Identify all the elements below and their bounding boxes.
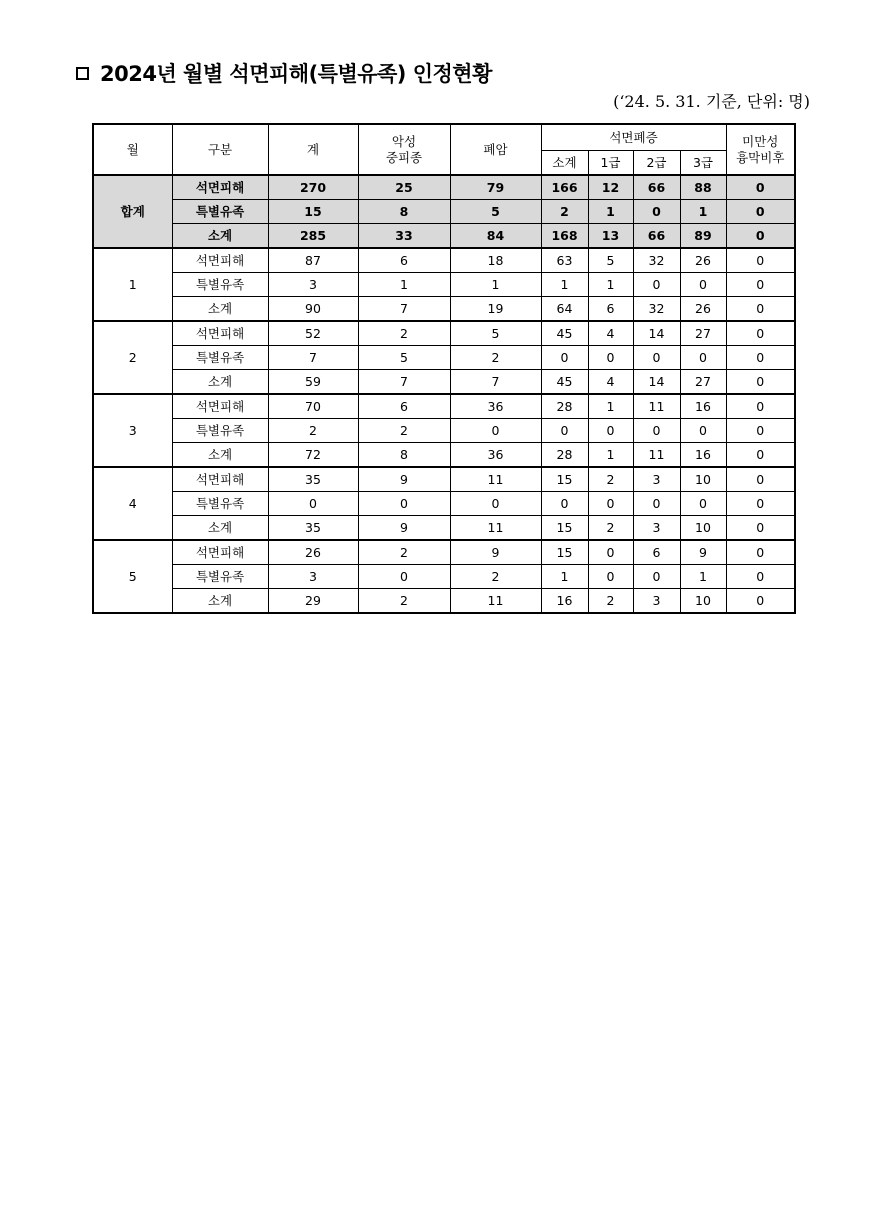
- table-cell: 11: [450, 467, 541, 492]
- table-cell: 0: [726, 565, 795, 589]
- table-cell: 0: [588, 492, 633, 516]
- table-cell: 0: [726, 492, 795, 516]
- total-group: [93, 175, 795, 248]
- page-title: 2024년 월별 석면피해(특별유족) 인정현황: [100, 62, 492, 86]
- table-cell: 35: [268, 467, 358, 492]
- table-cell: 0: [588, 565, 633, 589]
- row-type: 석면피해: [172, 248, 268, 273]
- table-cell: 0: [358, 565, 450, 589]
- table-cell: 15: [541, 540, 588, 565]
- row-type: 특별유족: [172, 200, 268, 224]
- table-cell: 16: [680, 394, 726, 419]
- header-month: 월: [93, 124, 172, 175]
- table-cell: 6: [633, 540, 680, 565]
- row-type: 특별유족: [172, 273, 268, 297]
- table-cell: 66: [633, 175, 680, 200]
- row-type: 소계: [172, 589, 268, 614]
- table-cell: 2: [358, 419, 450, 443]
- table-cell: 36: [450, 443, 541, 468]
- table-cell: 84: [450, 224, 541, 249]
- table-cell: 2: [268, 419, 358, 443]
- table-cell: 1: [588, 394, 633, 419]
- table-cell: 0: [633, 565, 680, 589]
- table-row: [93, 346, 795, 370]
- table-cell: 88: [680, 175, 726, 200]
- table-cell: 0: [726, 273, 795, 297]
- table-cell: 16: [541, 589, 588, 614]
- table-cell: 0: [680, 419, 726, 443]
- table-cell: 0: [588, 346, 633, 370]
- month-label: 3: [93, 394, 172, 467]
- monthly-recognition-table: [92, 123, 796, 614]
- table-cell: 0: [680, 273, 726, 297]
- table-cell: 0: [680, 492, 726, 516]
- header-pleural-line2: 흉막비후: [736, 149, 785, 165]
- table-cell: 0: [726, 346, 795, 370]
- table-cell: 2: [588, 467, 633, 492]
- table-cell: 0: [633, 273, 680, 297]
- table-cell: 27: [680, 370, 726, 395]
- table-cell: 0: [541, 346, 588, 370]
- table-cell: 0: [726, 467, 795, 492]
- table-cell: 2: [541, 200, 588, 224]
- table-cell: 0: [680, 346, 726, 370]
- header-mesothelioma: [358, 124, 450, 175]
- table-cell: 11: [450, 589, 541, 614]
- table-cell: 14: [633, 370, 680, 395]
- month-group: [93, 248, 795, 321]
- row-type: 소계: [172, 297, 268, 322]
- table-cell: 9: [358, 467, 450, 492]
- table-row: [93, 394, 795, 419]
- table-cell: 59: [268, 370, 358, 395]
- table-cell: 32: [633, 297, 680, 322]
- table-cell: 0: [588, 419, 633, 443]
- table-cell: 0: [450, 492, 541, 516]
- table-row: [93, 492, 795, 516]
- table-cell: 15: [268, 200, 358, 224]
- table-cell: 6: [358, 248, 450, 273]
- table-cell: 7: [358, 370, 450, 395]
- table-cell: 0: [541, 492, 588, 516]
- table-cell: 166: [541, 175, 588, 200]
- row-type: 석면피해: [172, 175, 268, 200]
- table-row: [93, 248, 795, 273]
- table-cell: 15: [541, 516, 588, 541]
- header-pleural-line1: 미만성: [742, 133, 779, 149]
- table-cell: 270: [268, 175, 358, 200]
- table-cell: 10: [680, 467, 726, 492]
- table-cell: 32: [633, 248, 680, 273]
- table-cell: 33: [358, 224, 450, 249]
- table-cell: 6: [588, 297, 633, 322]
- table-cell: 7: [450, 370, 541, 395]
- row-type: 석면피해: [172, 321, 268, 346]
- table-row: [93, 175, 795, 200]
- table-cell: 0: [450, 419, 541, 443]
- table-cell: 27: [680, 321, 726, 346]
- month-label: 2: [93, 321, 172, 394]
- table-row: [93, 321, 795, 346]
- row-type: 소계: [172, 224, 268, 249]
- table-cell: 15: [541, 467, 588, 492]
- table-cell: 0: [633, 492, 680, 516]
- row-type: 소계: [172, 516, 268, 541]
- row-type: 석면피해: [172, 394, 268, 419]
- month-label: 5: [93, 540, 172, 613]
- table-cell: 4: [588, 370, 633, 395]
- table-cell: 1: [588, 443, 633, 468]
- month-group: [93, 321, 795, 394]
- table-cell: 11: [450, 516, 541, 541]
- table-cell: 52: [268, 321, 358, 346]
- table-cell: 0: [268, 492, 358, 516]
- table-cell: 0: [633, 200, 680, 224]
- table-cell: 0: [633, 346, 680, 370]
- table-cell: 13: [588, 224, 633, 249]
- unit-note: (‘24. 5. 31. 기준, 단위: 명): [613, 92, 810, 111]
- table-cell: 0: [633, 419, 680, 443]
- row-type: 소계: [172, 370, 268, 395]
- header-grade-2: 2급: [633, 151, 680, 176]
- table-cell: 3: [633, 589, 680, 614]
- table-row: [93, 443, 795, 468]
- table-cell: 19: [450, 297, 541, 322]
- table-cell: 28: [541, 394, 588, 419]
- total-label: 합계: [93, 175, 172, 248]
- table-cell: 8: [358, 443, 450, 468]
- table-cell: 0: [726, 175, 795, 200]
- table-cell: 45: [541, 321, 588, 346]
- header-asbestosis-subtotal: 소계: [541, 151, 588, 176]
- table-cell: 0: [726, 248, 795, 273]
- table-cell: 3: [268, 273, 358, 297]
- table-row: [93, 565, 795, 589]
- table-cell: 36: [450, 394, 541, 419]
- table-cell: 28: [541, 443, 588, 468]
- table-cell: 4: [588, 321, 633, 346]
- table-cell: 26: [268, 540, 358, 565]
- table-cell: 168: [541, 224, 588, 249]
- table-cell: 12: [588, 175, 633, 200]
- table-cell: 1: [680, 200, 726, 224]
- table-cell: 1: [358, 273, 450, 297]
- row-type: 소계: [172, 443, 268, 468]
- table-cell: 1: [588, 200, 633, 224]
- table-header: [93, 124, 795, 175]
- header-lung-cancer: 폐암: [450, 124, 541, 175]
- table-cell: 0: [726, 540, 795, 565]
- table-cell: 0: [726, 224, 795, 249]
- header-type: 구분: [172, 124, 268, 175]
- table-row: [93, 370, 795, 395]
- row-type: 특별유족: [172, 492, 268, 516]
- table-cell: 8: [358, 200, 450, 224]
- month-group: [93, 394, 795, 467]
- table-cell: 10: [680, 589, 726, 614]
- table-cell: 7: [268, 346, 358, 370]
- table-cell: 45: [541, 370, 588, 395]
- table-cell: 6: [358, 394, 450, 419]
- header-grade-3: 3급: [680, 151, 726, 176]
- table-cell: 63: [541, 248, 588, 273]
- month-label: 4: [93, 467, 172, 540]
- table-cell: 0: [726, 589, 795, 614]
- table-row: [93, 200, 795, 224]
- checkbox-bullet-icon: [76, 67, 89, 80]
- header-pleural-thickening: [726, 124, 795, 175]
- table-row: [93, 516, 795, 541]
- table-cell: 16: [680, 443, 726, 468]
- table-cell: 5: [450, 200, 541, 224]
- header-mesothelioma-line2: 중피종: [385, 149, 423, 165]
- table-cell: 1: [541, 273, 588, 297]
- table-cell: 0: [726, 516, 795, 541]
- table-cell: 0: [588, 540, 633, 565]
- table-cell: 9: [450, 540, 541, 565]
- table-cell: 2: [358, 589, 450, 614]
- table-cell: 9: [358, 516, 450, 541]
- table-cell: 87: [268, 248, 358, 273]
- header-mesothelioma-line1: 악성: [391, 133, 417, 149]
- row-type: 특별유족: [172, 419, 268, 443]
- row-type: 특별유족: [172, 565, 268, 589]
- month-group: [93, 467, 795, 540]
- table-cell: 3: [268, 565, 358, 589]
- table-cell: 0: [726, 321, 795, 346]
- table-cell: 3: [633, 467, 680, 492]
- table-cell: 29: [268, 589, 358, 614]
- table-cell: 7: [358, 297, 450, 322]
- table-cell: 2: [588, 516, 633, 541]
- table-cell: 0: [726, 297, 795, 322]
- table-cell: 2: [450, 565, 541, 589]
- table-cell: 3: [633, 516, 680, 541]
- table-cell: 66: [633, 224, 680, 249]
- table-row: [93, 273, 795, 297]
- table-cell: 5: [450, 321, 541, 346]
- table-cell: 0: [726, 443, 795, 468]
- header-total: 계: [268, 124, 358, 175]
- header-grade-1: 1급: [588, 151, 633, 176]
- table-cell: 1: [680, 565, 726, 589]
- table-cell: 0: [726, 419, 795, 443]
- row-type: 석면피해: [172, 540, 268, 565]
- table-cell: 0: [358, 492, 450, 516]
- table-cell: 2: [450, 346, 541, 370]
- table-cell: 26: [680, 248, 726, 273]
- table-cell: 9: [680, 540, 726, 565]
- table-cell: 0: [726, 394, 795, 419]
- table-cell: 0: [726, 370, 795, 395]
- table-cell: 2: [358, 321, 450, 346]
- row-type: 석면피해: [172, 467, 268, 492]
- table-row: [93, 589, 795, 614]
- row-type: 특별유족: [172, 346, 268, 370]
- table-cell: 10: [680, 516, 726, 541]
- table-cell: 285: [268, 224, 358, 249]
- table-cell: 64: [541, 297, 588, 322]
- table-cell: 26: [680, 297, 726, 322]
- table-cell: 90: [268, 297, 358, 322]
- table-cell: 0: [726, 200, 795, 224]
- table-cell: 2: [588, 589, 633, 614]
- table-cell: 18: [450, 248, 541, 273]
- table-row: [93, 540, 795, 565]
- table-cell: 1: [450, 273, 541, 297]
- table-row: [93, 419, 795, 443]
- table-row: [93, 467, 795, 492]
- table-row: [93, 224, 795, 249]
- title-row: [76, 58, 492, 88]
- month-group: [93, 540, 795, 613]
- table-cell: 72: [268, 443, 358, 468]
- table-cell: 5: [588, 248, 633, 273]
- table-cell: 11: [633, 394, 680, 419]
- table-cell: 35: [268, 516, 358, 541]
- table-cell: 2: [358, 540, 450, 565]
- table-cell: 0: [541, 419, 588, 443]
- header-asbestosis: 석면폐증: [541, 124, 726, 151]
- table-cell: 70: [268, 394, 358, 419]
- table-cell: 25: [358, 175, 450, 200]
- month-label: 1: [93, 248, 172, 321]
- table-cell: 1: [541, 565, 588, 589]
- table-row: [93, 297, 795, 322]
- table-cell: 14: [633, 321, 680, 346]
- table-cell: 89: [680, 224, 726, 249]
- table-cell: 11: [633, 443, 680, 468]
- table-cell: 5: [358, 346, 450, 370]
- table-cell: 79: [450, 175, 541, 200]
- table-cell: 1: [588, 273, 633, 297]
